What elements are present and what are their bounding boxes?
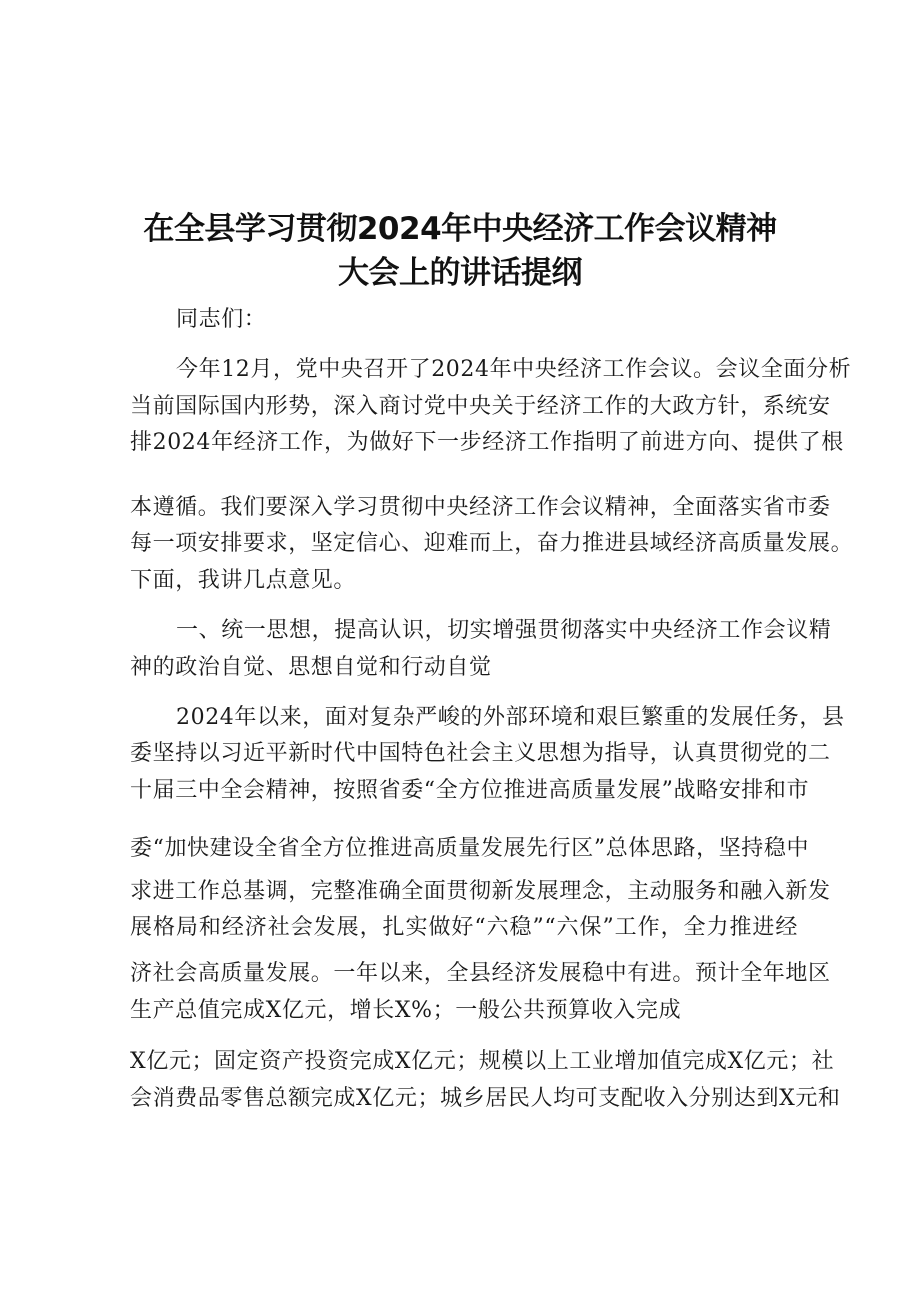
- paragraph-1-line-1: 今年12月，党中央召开了2024年中央经济工作会议。会议全面分析: [176, 357, 852, 382]
- document-title-line-2: 大会上的讲话提纲: [338, 255, 582, 291]
- heading-1-line-1: 一、统一思想，提高认识，切实增强贯彻落实中央经济工作会议精: [176, 618, 832, 643]
- heading-1-line-2: 神的政治自觉、思想自觉和行动自觉: [130, 655, 492, 680]
- paragraph-3-line-1: X亿元；固定资产投资完成X亿元；规模以上工业增加值完成X亿元；社: [130, 1049, 835, 1074]
- paragraph-2-line-1: 2024年以来，面对复杂严峻的外部环境和艰巨繁重的发展任务，县: [176, 705, 845, 730]
- paragraph-3-line-2: 会消费品零售总额完成X亿元；城乡居民人均可支配收入分别达到X元和: [130, 1086, 841, 1111]
- paragraph-1-line-5: 每一项安排要求，坚定信心、迎难而上，奋力推进县域经济高质量发展。: [130, 531, 854, 556]
- paragraph-2-line-6: 展格局和经济社会发展，扎实做好“六稳”“六保”工作，全力推进经: [130, 915, 798, 940]
- paragraph-1-line-4: 本遵循。我们要深入学习贯彻中央经济工作会议精神，全面落实省市委: [130, 495, 831, 520]
- paragraph-1-line-6: 下面，我讲几点意见。: [130, 568, 357, 593]
- paragraph-2-line-8: 生产总值完成X亿元，增长X%；一般公共预算收入完成: [130, 998, 682, 1023]
- paragraph-2-line-4: 委“加快建设全省全方位推进高质量发展先行区”总体思路，坚持稳中: [130, 836, 810, 861]
- paragraph-2-line-5: 求进工作总基调，完整准确全面贯彻新发展理念，主动服务和融入新发: [130, 879, 831, 904]
- paragraph-1-line-3: 排2024年经济工作，为做好下一步经济工作指明了前进方向、提供了根: [130, 430, 844, 455]
- salutation: 同志们：: [176, 307, 267, 332]
- paragraph-2-line-3: 十届三中全会精神，按照省委“全方位推进高质量发展”战略安排和市: [130, 778, 810, 803]
- paragraph-2-line-2: 委坚持以习近平新时代中国特色社会主义思想为指导，认真贯彻党的二: [130, 741, 831, 766]
- document-title-line-1: 在全县学习贯彻2024年中央经济工作会议精神: [143, 211, 777, 247]
- paragraph-1-line-2: 当前国际国内形势，深入商讨党中央关于经济工作的大政方针，系统安: [130, 394, 831, 419]
- paragraph-2-line-7: 济社会高质量发展。一年以来，全县经济发展稳中有进。预计全年地区: [130, 961, 831, 986]
